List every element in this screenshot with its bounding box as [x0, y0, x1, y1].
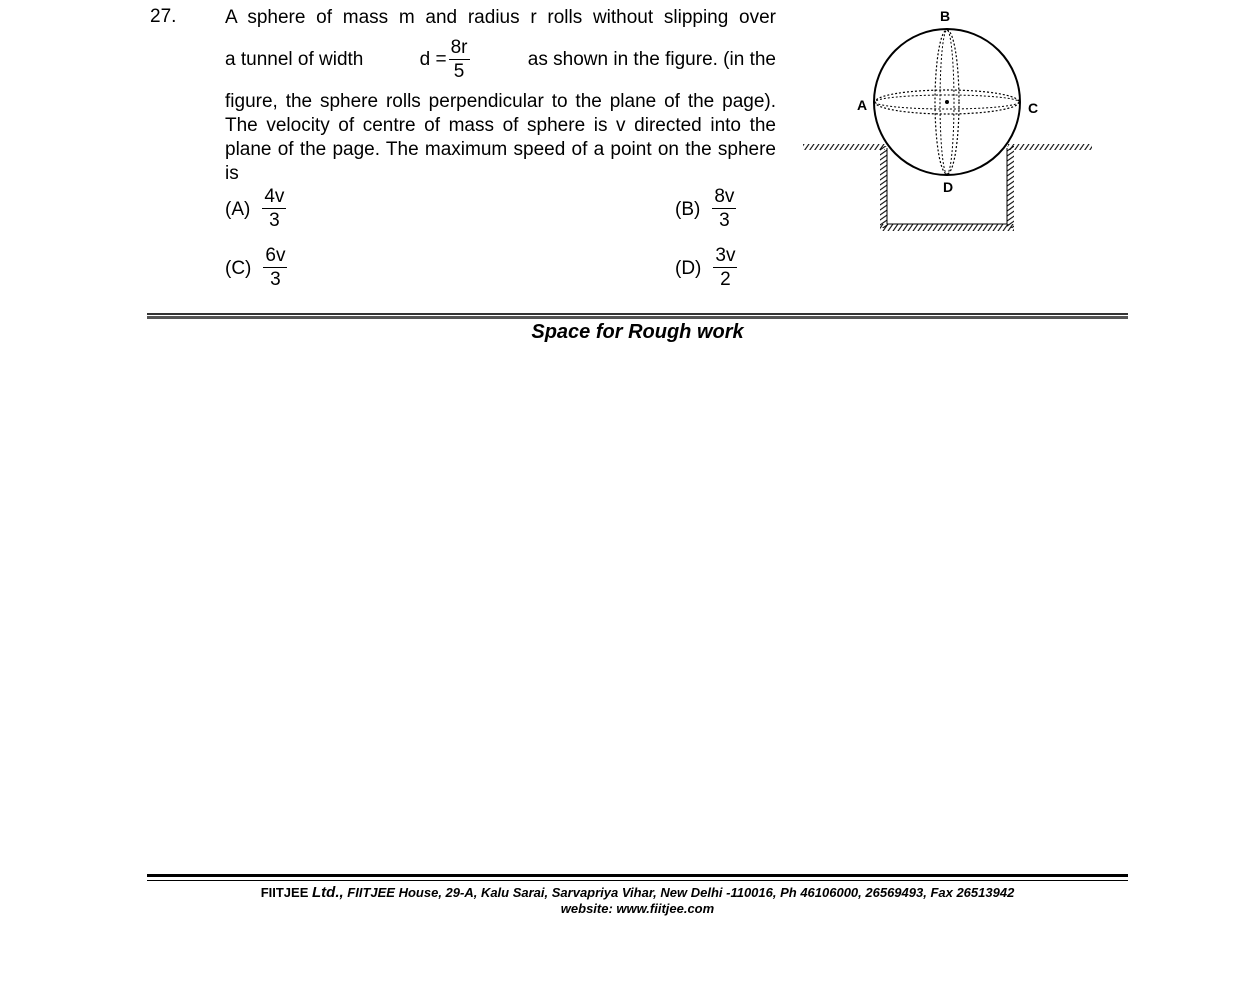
option-a-denominator: 3 [269, 210, 280, 231]
tunnel-wall-right [1007, 146, 1014, 228]
question-text [225, 6, 776, 186]
width-equation-lhs: d = [419, 49, 447, 70]
option-b-denominator: 3 [719, 210, 730, 231]
option-b-numerator: 8v [714, 186, 735, 207]
option-a[interactable] [225, 186, 288, 233]
question-line-rest: figure, the sphere rolls perpendicular to the plane of the page). The velocity of centre of mass of sphere is v directed into the plane of the page. The maximum speed of a point on the sphere is [225, 91, 776, 184]
option-a-label: (A) [225, 198, 251, 220]
footer-brand: FIITJEE [260, 885, 309, 900]
option-d[interactable] [675, 245, 739, 292]
option-c-fraction [263, 245, 287, 292]
rough-work-divider [147, 313, 1128, 315]
width-fraction [449, 37, 470, 84]
option-c[interactable] [225, 245, 289, 292]
footer-ltd: Ltd., [312, 884, 344, 901]
option-a-fraction [262, 186, 286, 233]
option-b-fraction [712, 186, 736, 233]
label-b: B [939, 8, 951, 24]
question-line-1: A sphere of mass m and radius r rolls without slipping over [225, 7, 776, 28]
option-d-label: (D) [675, 257, 702, 279]
footer-website: website: www.fiitjee.com [560, 901, 715, 916]
sphere-tunnel-figure [800, 4, 1095, 236]
rough-work-heading: Space for Rough work [531, 321, 744, 343]
option-b-label: (B) [675, 198, 701, 220]
footer-address: FIITJEE House, 29-A, Kalu Sarai, Sarvapriya Vihar, New Delhi -110016, Ph 46106000, 26569493, Fax 26513942 [347, 885, 1015, 900]
question-number: 27. [150, 6, 177, 27]
width-equation [420, 37, 472, 84]
option-d-numerator: 3v [715, 245, 736, 266]
option-c-denominator: 3 [270, 269, 281, 290]
footer-address-line [147, 885, 1128, 901]
ground-right [1008, 144, 1092, 150]
sphere-centre [945, 100, 949, 104]
width-fraction-denominator: 5 [453, 60, 465, 82]
option-b[interactable] [675, 186, 738, 233]
question-line-2-left: a tunnel of width [225, 49, 364, 70]
label-a: A [856, 97, 868, 113]
option-a-numerator: 4v [264, 186, 285, 207]
ground-left [803, 144, 885, 150]
label-c: C [1027, 100, 1039, 116]
footer-divider-thick [147, 874, 1128, 877]
option-c-numerator: 6v [265, 245, 286, 266]
label-d: D [942, 179, 954, 195]
tunnel-wall-left [880, 146, 887, 228]
option-d-denominator: 2 [720, 269, 731, 290]
width-fraction-numerator: 8r [450, 36, 468, 58]
footer-divider-thin [147, 880, 1128, 881]
option-c-label: (C) [225, 257, 252, 279]
question-line-2 [225, 30, 776, 90]
rough-work-divider-thick [147, 316, 1128, 319]
option-d-fraction [713, 245, 737, 292]
page-footer [147, 885, 1128, 917]
tunnel-floor [880, 224, 1014, 231]
question-line-2-right: as shown in the figure. (in the [527, 49, 776, 70]
